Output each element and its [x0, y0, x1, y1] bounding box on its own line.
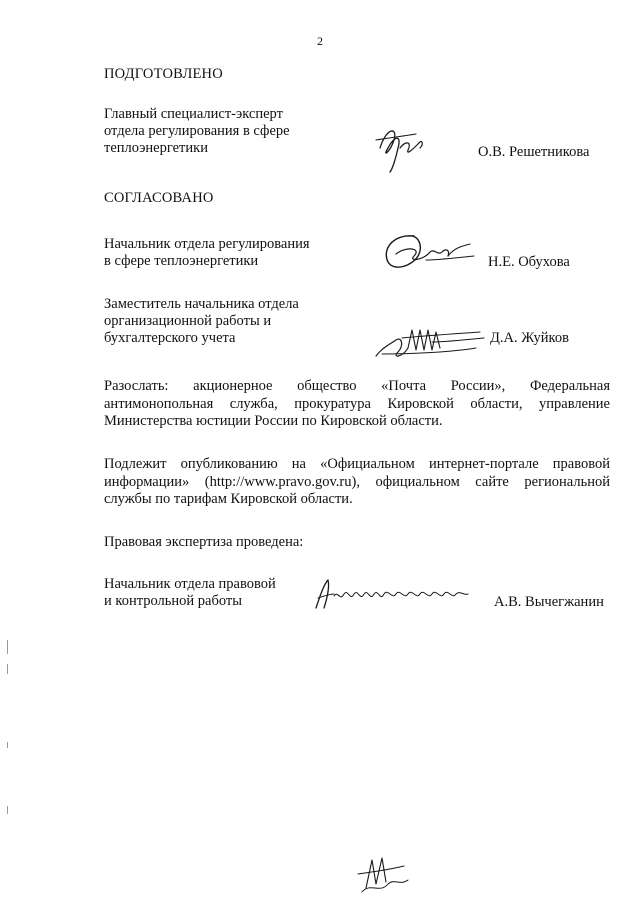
publication-paragraph: Подлежит опубликованию на «Официальном интернет-портале правовой информации» (http://www.pravo.gov.ru), официальном сайте региональной службы по тарифам Кировской области. — [104, 456, 610, 507]
scan-margin-mark — [7, 664, 8, 674]
legal-review-position: Начальник отдела правовой и контрольной работы — [104, 576, 276, 609]
scan-margin-mark — [7, 806, 8, 814]
legal-review-name: А.В. Вычегжанин — [494, 594, 604, 610]
approved-signer-2-position: Заместитель начальника отдела организационной работы и бухгалтерского учета — [104, 296, 299, 346]
bottom-initials-signature — [352, 852, 412, 898]
signature-zhuikov — [372, 318, 488, 364]
approved-signer-1-name: Н.Е. Обухова — [488, 254, 570, 270]
scan-margin-mark — [7, 742, 8, 748]
prepared-heading: ПОДГОТОВЛЕНО — [104, 66, 223, 82]
distribution-paragraph: Разослать: акционерное общество «Почта России», Федеральная антимонопольная служба, прокуратура Кировской области, управление Министерства юстиции России по Кировской области. — [104, 378, 610, 429]
approved-signer-1-position: Начальник отдела регулирования в сфере теплоэнергетики — [104, 236, 310, 269]
signature-vychegzhanin — [312, 574, 472, 614]
legal-review-statement: Правовая экспертиза проведена: — [104, 534, 304, 550]
scan-margin-mark — [7, 640, 8, 654]
approved-signer-2-name: Д.А. Жуйков — [490, 330, 569, 346]
prepared-name: О.В. Решетникова — [478, 144, 590, 160]
signature-obukhova — [378, 226, 478, 276]
prepared-position: Главный специалист-эксперт отдела регулирования в сфере теплоэнергетики — [104, 106, 290, 156]
page-number: 2 — [317, 34, 323, 48]
signature-reshetnikova — [368, 118, 438, 174]
approved-heading: СОГЛАСОВАНО — [104, 190, 214, 206]
